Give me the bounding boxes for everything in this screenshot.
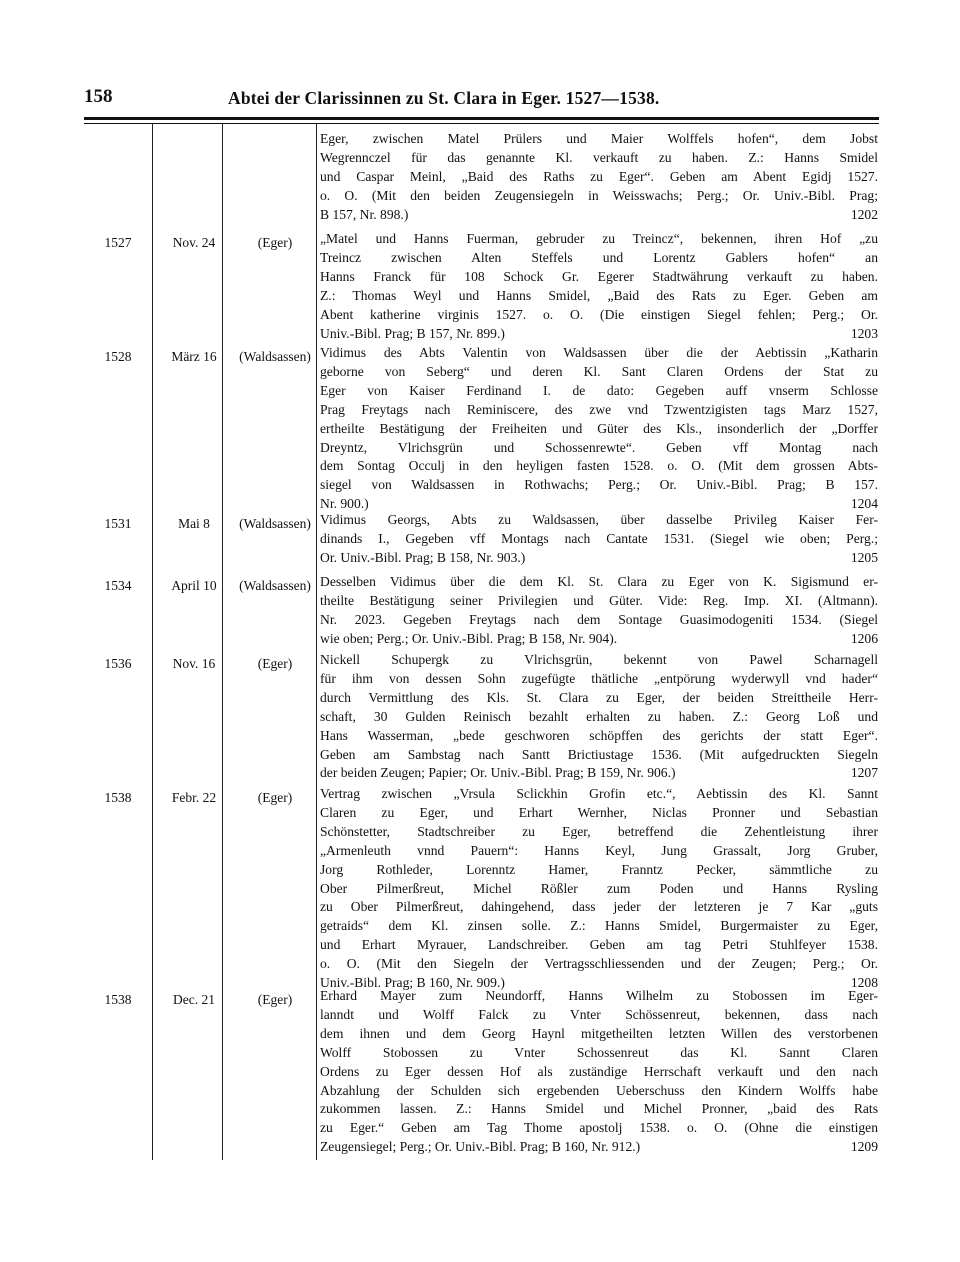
entry-text-line: Prag Freytags nach Reminiscere, des zwe vnd Tzwentzigisten tags Marz 1527, <box>320 401 878 417</box>
entry-text-line: Vidimus Georgs, Abts zu Waldsassen, über dasselbe Privileg Kaiser Fer- <box>320 512 878 527</box>
entry-text-last: Univ.-Bibl. Prag; B 157, Nr. 899.) <box>320 325 505 341</box>
entry-text-line: zu Ober Pilmerßreut, dahingehend, dass jeder der letzteren je 7 Kar „guts <box>320 899 878 915</box>
entry-date: Mai 8 <box>178 516 210 531</box>
entry-number: 1206 <box>850 630 878 646</box>
entry-text <box>320 344 878 514</box>
entry-text-line: o. O. (Mit den Siegeln der Vertragsschliessenden und der Zeugen; Perg.; Or. <box>320 956 878 972</box>
entry-text-last: wie oben; Perg.; Or. Univ.-Bibl. Prag; B 158, Nr. 904). <box>320 630 618 646</box>
entry-text-line: Jorg Rothleder, Lorenntz Hamer, Franntz Pecker, sämmtliche zu <box>320 861 878 877</box>
register-entry <box>84 230 879 347</box>
entry-place: (Eger) <box>257 656 293 671</box>
entry-text-last: Univ.-Bibl. Prag; B 160, Nr. 909.) <box>320 975 505 991</box>
entry-date: Nov. 24 <box>172 235 216 250</box>
entry-text-line: geborne von Seberg“ und deren Kl. Sant Claren Ordens der Stat zu <box>320 363 878 379</box>
entry-date: März 16 <box>171 349 217 364</box>
page-number: 158 <box>84 86 113 107</box>
entry-place: (Waldsassen) <box>239 349 311 364</box>
entry-year: 1538 <box>104 992 132 1007</box>
entry-text <box>320 230 878 343</box>
entry-text-line: schaft, 30 Gulden Reinisch bezahlt erhalten zu haben. Z.: Georg Loß und <box>320 708 878 724</box>
entry-text-line: Hans Wasserman, „bede geschworen schöpffen des gerichts der statt Eger“. <box>320 727 878 743</box>
entry-text-line: dem ihnen und dem Georg Haynl mitgetheilten letzten Willen des verstorbenen <box>320 1025 878 1041</box>
entry-text-line: zu Eger.“ Geben am Tag Thome apostolj 1538. o. O. (Ohne die einstigen <box>320 1120 878 1136</box>
entry-text-line <box>320 1138 878 1157</box>
entry-text-line: durch Vermittlung des Kls. St. Clara zu Eger, der beiden Streittheile Herr- <box>320 689 878 705</box>
entry-text-line: Abzahlung der Schulden sich ergebenden Ueberschuss den Kindern Wolffs habe <box>320 1082 878 1098</box>
entry-year: 1528 <box>104 349 132 364</box>
register-entry <box>84 785 879 997</box>
entry-text-line: Vertrag zwischen „Vrsula Sclickhin Grofin etc.“, Aebtissin des Kl. Sannt <box>320 786 878 801</box>
entry-number: 1209 <box>850 1139 878 1155</box>
entry-text-line: Erhard Mayer zum Neundorff, Hanns Wilhelm zu Stobossen im Eger- <box>320 988 878 1003</box>
register-entry <box>84 573 879 653</box>
entry-text-line <box>320 630 878 649</box>
entry-text-line: Abent katherine virginis 1527. o. O. (Die einstigen Siegel fehlen; Perg.; Or. <box>320 306 878 322</box>
entry-date: Nov. 16 <box>172 656 216 671</box>
entry-number: 1208 <box>850 975 878 991</box>
entry-text-line: „Matel und Hanns Fuerman, gebruder zu Treincz“, bekennen, ihren Hof „zu <box>320 231 878 246</box>
entry-place: (Eger) <box>257 992 293 1007</box>
entry-text-line: Nr. 2023. Gegeben Freytags nach dem Sontage Guasimodogeniti 1534. (Siegel <box>320 611 878 627</box>
running-head: Abtei der Clarissinnen zu St. Clara in Eger. 1527—1538. <box>228 88 660 108</box>
entry-text-line: und Erhart Myrauer, Landschreiber. Geben am tag Petri Stuhlfeyer 1538. <box>320 937 878 953</box>
entry-number: 1202 <box>850 206 878 222</box>
entry-text-line: Ordens zu Eger dessen Hof als zuständige Herrschaft verkauft und den nach <box>320 1063 878 1079</box>
entry-text-line: Hanns Franck für 108 Schock Gr. Egerer Stadtwährung verkauft zu haben. <box>320 268 878 284</box>
entry-text-last: Or. Univ.-Bibl. Prag; B 158, Nr. 903.) <box>320 549 526 565</box>
entry-text-line: Desselben Vidimus über die dem Kl. St. Clara zu Eger von K. Sigismund er- <box>320 574 878 589</box>
entry-text-line: Eger, zwischen Matel Prülers und Maier Wolffels hofen“, dem Jobst <box>320 131 878 146</box>
register-entry <box>84 987 879 1161</box>
entry-text-line: dem Sontag Occulj in den heyligen fasten 1528. o. O. (Mit dem grossen Abts- <box>320 458 878 474</box>
entry-text-line: und Caspar Meinl, „Baid des Raths zu Eger“. Geben am Abent Egidj 1527. <box>320 168 878 184</box>
entry-year: 1527 <box>104 235 132 250</box>
entry-date: Dec. 21 <box>173 992 215 1007</box>
entry-text <box>320 130 878 225</box>
entry-date: Febr. 22 <box>171 790 217 805</box>
entry-text-line: Geben am Sambstag nach Santt Brictiustage 1536. (Mit aufgedruckten Siegeln <box>320 746 878 762</box>
entry-year: 1534 <box>104 578 132 593</box>
entry-number: 1203 <box>850 325 878 341</box>
entry-text-line: zukommen lassen. Z.: Hanns Smidel und Michel Pronner, „baid des Rats <box>320 1101 878 1117</box>
entry-text-line <box>320 206 878 225</box>
entry-text-line <box>320 549 878 568</box>
entry-text-line: Eger von Kaiser Ferdinand I. de dato: Gegeben auff vnserm Schlosse <box>320 382 878 398</box>
entry-text-line: Z.: Thomas Weyl und Hanns Smidel, „Baid des Rats zu Eger. Geben am <box>320 287 878 303</box>
entry-text-line: Nickell Schupergk zu Vlrichsgrün, bekennt von Pawel Scharnagell <box>320 652 878 667</box>
entry-text-line: „Armenleuth vnnd Pauern“: Hanns Keyl, Jung Grassalt, Jorg Gruber, <box>320 842 878 858</box>
entry-text <box>320 785 878 993</box>
entry-text-line: Treincz zwischen Alten Steffels und Lorentz Gablers hofen“ an <box>320 249 878 265</box>
entry-text-line: Dreyntz, Vlrichsgrün und Schossenrewte“. Geben vff Montag nach <box>320 439 878 455</box>
entry-year: 1536 <box>104 656 132 671</box>
entry-text <box>320 651 878 783</box>
entry-text-line: o. O. (Mit den beiden Zeugensiegeln in Weisswachs; Perg.; Or. Univ.-Bibl. Prag; <box>320 187 878 203</box>
register-entry <box>84 344 879 518</box>
entry-text-line: getraids“ dem Kl. zinsen solle. Z.: Hanns Smidel, Burgermaister zu Eger, <box>320 918 878 934</box>
entry-number: 1204 <box>850 496 878 512</box>
entry-text <box>320 511 878 568</box>
entry-date: April 10 <box>171 578 217 593</box>
register-entry <box>84 130 879 229</box>
entry-text-last: Nr. 900.) <box>320 496 369 512</box>
entry-number: 1207 <box>850 765 878 781</box>
entry-text-line: für ihm von dessen Sohn zugefügte thätliche „entpörung wyderwyll vnd hader“ <box>320 670 878 686</box>
entry-text-last: B 157, Nr. 898.) <box>320 206 409 222</box>
entry-number: 1205 <box>850 549 878 565</box>
entry-text-line <box>320 764 878 783</box>
entry-year: 1538 <box>104 790 132 805</box>
entry-text-line <box>320 325 878 344</box>
entry-text-line: ertheilte Bestätigung der Freiheiten und Güter des Kls., insonderlich der „Dorffer <box>320 420 878 436</box>
entry-place: (Eger) <box>257 790 293 805</box>
entry-text-line: Wegrennczel für das genannte Kl. verkauft zu haben. Z.: Hanns Smidel <box>320 149 878 165</box>
entry-text-last: Zeugensiegel; Perg.; Or. Univ.-Bibl. Prag; B 160, Nr. 912.) <box>320 1139 641 1155</box>
register-entry <box>84 651 879 787</box>
entry-text-last: der beiden Zeugen; Papier; Or. Univ.-Bibl. Prag; B 159, Nr. 906.) <box>320 765 676 781</box>
entry-place: (Waldsassen) <box>239 578 311 593</box>
entry-year: 1531 <box>104 516 132 531</box>
entry-text-line: Ober Pilmerßreut, Michel Rößler zum Poden und Hanns Rysling <box>320 880 878 896</box>
entry-text-line: lanndt und Wolff Falck zu Vnter Schössenreut, bekennen, dass nach <box>320 1006 878 1022</box>
register-entry <box>84 511 879 572</box>
header-rule-thin <box>84 123 879 124</box>
entry-text-line: Wolff Stobossen zu Vnter Schossenreut das Kl. Sannt Claren <box>320 1044 878 1060</box>
entry-text-line: theilte Bestätigung seiner Privilegien und Güter. Vide: Reg. Imp. XI. (Altmann). <box>320 592 878 608</box>
entry-text <box>320 573 878 649</box>
entry-text-line: dinands I., Gegeben vff Montags nach Cantate 1531. (Siegel wie oben; Perg.; <box>320 530 878 546</box>
entry-text <box>320 987 878 1157</box>
entry-text-line: Claren zu Eger, und Erhart Wernher, Niclas Pronner und Sebastian <box>320 804 878 820</box>
entry-text-line: Schönstetter, Stadtschreiber zu Eger, betreffend die Zehentleistung ihrer <box>320 823 878 839</box>
entry-place: (Eger) <box>257 235 293 250</box>
entry-place: (Waldsassen) <box>239 516 311 531</box>
entry-text-line: Vidimus des Abts Valentin von Waldsassen über die der Aebtissin „Katharin <box>320 345 878 360</box>
header-rule-thick <box>84 117 879 120</box>
entry-text-line: siegel von Waldsassen in Rothwachs; Perg.; Or. Univ.-Bibl. Prag; B 157. <box>320 477 878 493</box>
